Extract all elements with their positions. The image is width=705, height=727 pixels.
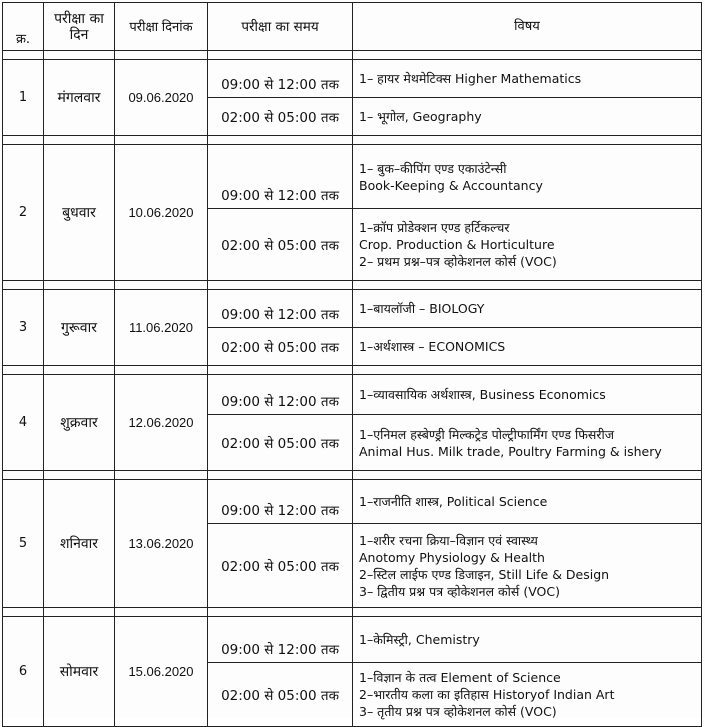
exam-date: 10.06.2020 [115,145,208,281]
exam-day: बुधवार [44,145,115,281]
afternoon-subjects [353,328,702,366]
subject-line: 1–केमिस्ट्री, Chemistry [359,632,480,647]
gap-cell [115,281,208,290]
header-exam-day [44,3,115,51]
timetable-body [3,51,702,727]
gap-cell [353,51,702,60]
table-row-morning [3,60,702,98]
subject-line: 1– भूगोल, Geography [359,109,482,124]
gap-cell [353,608,702,617]
subject-line: 1–एनिमल हस्बेण्ड्री मिल्कट्रेड पोल्ट्रीफार्मिंग एण्ड फिसरीज [359,426,614,442]
row-gap [3,471,702,480]
serial-number: 1 [3,60,44,136]
afternoon-subjects [353,209,702,281]
serial-number: 2 [3,145,44,281]
gap-cell [208,471,353,480]
subject-line: 1–व्यावसायिक अर्थशास्त्र, Business Economics [359,387,606,402]
afternoon-subjects [353,98,702,136]
gap-cell [208,51,353,60]
afternoon-time: 02:00 से 05:00 तक [208,663,353,727]
exam-day: गुरूवार [44,290,115,366]
afternoon-time: 02:00 से 05:00 तक [208,209,353,281]
serial-number: 3 [3,290,44,366]
gap-cell [115,366,208,375]
exam-date: 09.06.2020 [115,60,208,136]
morning-time: 09:00 से 12:00 तक [208,375,353,415]
gap-cell [353,136,702,145]
gap-cell [208,366,353,375]
exam-day: शुक्रवार [44,375,115,471]
header-row [3,3,702,51]
row-gap [3,281,702,290]
morning-time: 09:00 से 12:00 तक [208,145,353,209]
exam-timetable [2,2,702,727]
afternoon-subjects [353,663,702,727]
morning-subjects [353,145,702,209]
afternoon-time: 02:00 से 05:00 तक [208,524,353,608]
subject-line: 1–क्रॉप प्रोडेक्शन एण्ड हर्टिकल्चर [359,220,510,235]
row-gap [3,136,702,145]
gap-cell [208,136,353,145]
table-row-morning [3,375,702,415]
gap-cell [115,608,208,617]
serial-number: 4 [3,375,44,471]
subject-line: 1–अर्थशास्त्र – ECONOMICS [359,339,506,354]
subject-line: 2– प्रथम प्रश्न–पत्र व्होकेशनल कोर्स (VOC) [359,254,557,269]
gap-cell [3,471,44,480]
morning-subjects [353,60,702,98]
header-exam-date-label: परीक्षा दिनांक [129,18,193,34]
exam-date: 13.06.2020 [115,480,208,608]
gap-cell [3,366,44,375]
afternoon-subjects [353,415,702,471]
afternoon-time: 02:00 से 05:00 तक [208,328,353,366]
afternoon-time: 02:00 से 05:00 तक [208,415,353,471]
afternoon-time: 02:00 से 05:00 तक [208,98,353,136]
morning-time: 09:00 से 12:00 तक [208,617,353,663]
header-exam-time-label: परीक्षा का समय [241,18,319,35]
gap-cell [353,366,702,375]
header-exam-time [208,3,353,51]
gap-cell [44,51,115,60]
subject-line: 1–राजनीति शास्त्र, Political Science [359,494,548,509]
subject-line: 1–विज्ञान के तत्व Element of Science [359,670,561,685]
subject-line: 2–स्टिल लाईफ एण्ड डिजाइन, Still Life & Design [359,566,610,582]
subject-line: 2–भारतीय कला का इतिहास Historyof Indian Art [359,687,615,702]
exam-day: शनिवार [44,480,115,608]
subject-line: 1–शरीर रचना क्रिया–विज्ञान एवं स्वास्थ्य [359,532,538,548]
header-exam-day-label: परीक्षा का दिन [54,10,104,43]
subject-line: Book-Keeping & Accountancy [359,177,543,193]
row-gap [3,51,702,60]
gap-cell [44,281,115,290]
table-row-morning [3,480,702,524]
subject-line: 3– तृतीय प्रश्न पत्र व्होकेशनल कोर्स (VOC) [359,704,557,719]
subject-line: 1–बायलॉजी – BIOLOGY [359,301,485,316]
gap-cell [3,51,44,60]
gap-cell [3,281,44,290]
gap-cell [115,471,208,480]
gap-cell [44,136,115,145]
morning-subjects [353,617,702,663]
subject-line: 1– हायर मेथमेटिक्स Higher Mathematics [359,71,582,86]
morning-time: 09:00 से 12:00 तक [208,480,353,524]
gap-cell [208,608,353,617]
exam-date: 15.06.2020 [115,617,208,727]
gap-cell [115,51,208,60]
row-gap [3,366,702,375]
morning-subjects [353,290,702,328]
gap-cell [3,608,44,617]
serial-number: 6 [3,617,44,727]
morning-time: 09:00 से 12:00 तक [208,290,353,328]
gap-cell [44,608,115,617]
exam-day: सोमवार [44,617,115,727]
morning-subjects [353,480,702,524]
header-serial-number: क्र. [3,3,44,51]
subject-line: 1– बुक–कीपिंग एण्ड एकाउंटेन्सी [359,160,507,176]
row-gap [3,608,702,617]
morning-time: 09:00 से 12:00 तक [208,60,353,98]
subject-line: Crop. Production & Horticulture [359,237,555,252]
gap-cell [115,136,208,145]
gap-cell [44,366,115,375]
header-subject: विषय [353,3,702,51]
gap-cell [353,471,702,480]
subject-line: 3– द्वितीय प्रश्न पत्र व्होकेशनल कोर्स (VOC) [359,583,560,599]
exam-date: 11.06.2020 [115,290,208,366]
gap-cell [3,136,44,145]
exam-date: 12.06.2020 [115,375,208,471]
subject-line: Anotomy Physiology & Health [359,549,545,565]
table-row-morning [3,145,702,209]
subject-line: Animal Hus. Milk trade, Poultry Farming & ishery [359,443,662,459]
afternoon-subjects [353,524,702,608]
serial-number: 5 [3,480,44,608]
gap-cell [353,281,702,290]
table-row-morning [3,290,702,328]
exam-day: मंगलवार [44,60,115,136]
gap-cell [44,471,115,480]
header-exam-date [115,3,208,51]
gap-cell [208,281,353,290]
table-row-morning [3,617,702,663]
morning-subjects [353,375,702,415]
